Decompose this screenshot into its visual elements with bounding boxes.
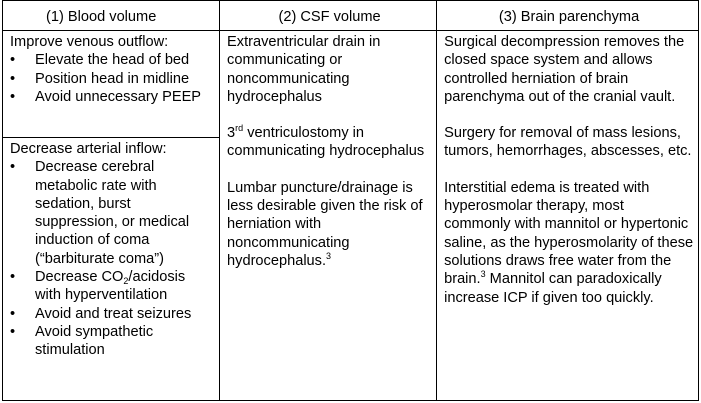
venous-outflow-cell <box>3 31 220 138</box>
citation-ref: 3 <box>326 250 332 261</box>
venous-outflow-list <box>10 51 215 106</box>
arterial-inflow-heading: Decrease arterial inflow: <box>10 141 167 157</box>
header-blood-volume: (1) Blood volume <box>3 1 220 31</box>
bullet-icon: • <box>10 269 16 286</box>
csf-volume-cell <box>220 31 437 401</box>
parenchyma-paragraph: Surgical decompression removes the closed space system and allows controlled herniation of brain parenchyma out of the cranial vault. <box>444 34 685 105</box>
csf-paragraph: Lumbar puncture/drainage is less desirable given the risk of herniation with noncommunicating hydrocephalus.$^3$ <box>227 179 423 269</box>
list-item: • Elevate the head of bed <box>10 52 190 69</box>
header-csf-volume: (2) CSF volume <box>220 1 437 31</box>
bullet-icon: • <box>10 88 16 105</box>
arterial-inflow-list <box>10 158 215 359</box>
list-item: • Avoid unnecessary PEEP <box>10 88 202 105</box>
bullet-icon: • <box>10 70 16 87</box>
parenchyma-paragraph: Surgery for removal of mass lesions, tumors, hemorrhages, abscesses, etc. <box>444 125 692 160</box>
venous-outflow-heading: Improve venous outflow: <box>10 34 169 50</box>
header-brain-parenchyma: (3) Brain parenchyma <box>437 1 699 31</box>
bullet-icon: • <box>10 305 16 322</box>
bullet-icon: • <box>10 52 16 69</box>
list-item: • Avoid sympathetic stimulation <box>10 323 154 359</box>
bullet-icon: • <box>10 323 16 340</box>
header-row <box>3 1 699 31</box>
citation-ref: 3 <box>480 269 486 280</box>
csf-paragraph: Extraventricular drain in communicating or noncommunicating hydrocephalus <box>227 34 381 105</box>
csf-paragraph: 3rd ventriculostomy in communicating hydrocephalus <box>227 123 425 160</box>
brain-parenchyma-cell <box>437 31 699 401</box>
list-item: • Avoid and treat seizures <box>10 305 192 322</box>
icp-management-table <box>2 0 699 401</box>
list-item: • Decrease cerebral metabolic rate with sedation, burst suppression, or medical induction of coma (“barbiturate coma”) <box>10 159 190 267</box>
arterial-inflow-cell <box>3 138 220 401</box>
list-item: • Decrease $CO_2$/acidosis with hyperventilation <box>10 269 186 304</box>
parenchyma-paragraph: Interstitial edema is treated with hyperosmolar therapy, most commonly with mannitol or hypertonic saline, as the hyperosmolarity of these solutions draws free water from the brain.$^3$ Mannitol can paradoxically increase ICP if given too quickly. <box>444 179 694 306</box>
list-item: • Position head in midline <box>10 70 190 87</box>
bullet-icon: • <box>10 159 16 176</box>
